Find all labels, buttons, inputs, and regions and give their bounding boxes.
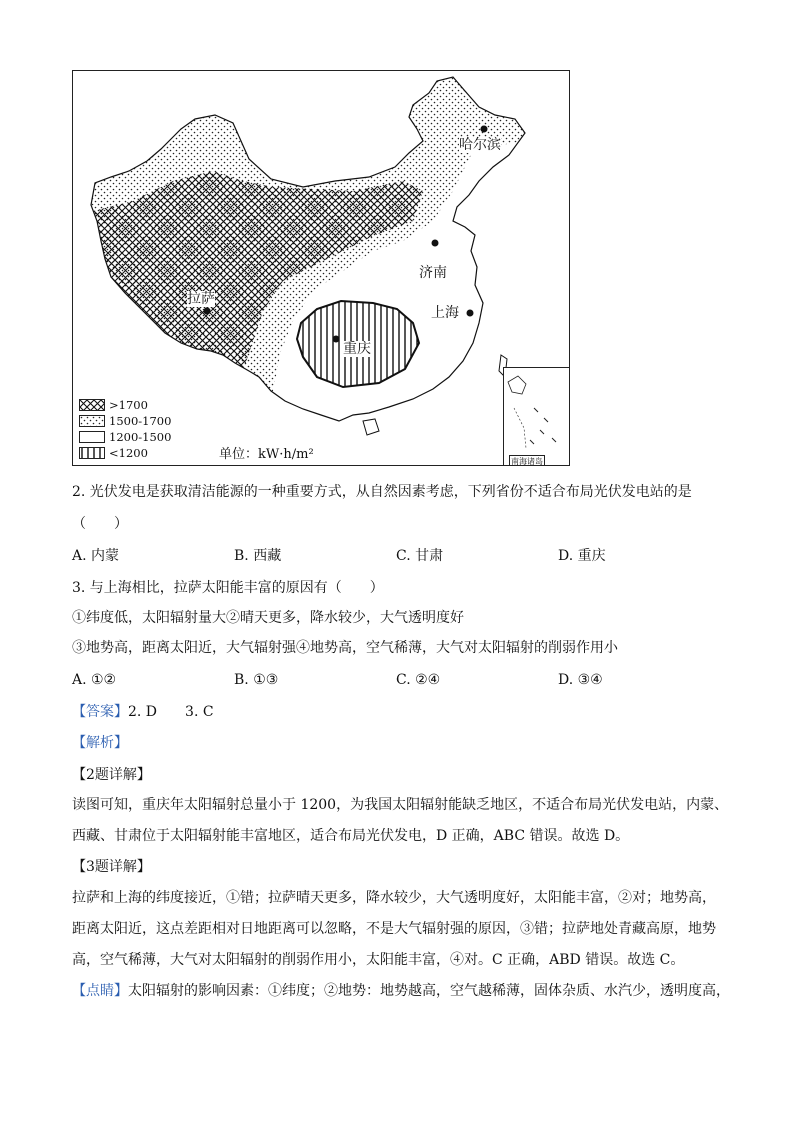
legend-label: <1200 xyxy=(109,446,148,460)
q3-option-c: C. ②④ xyxy=(396,672,441,688)
q3-line1: ①纬度低，太阳辐射量大②晴天更多，降水较少，大气透明度好 xyxy=(72,610,464,626)
q2-detail-header: 【2题详解】 xyxy=(72,767,151,783)
q2-detail-line1: 读图可知，重庆年太阳辐射总量小于 1200，为我国太阳辐射能缺乏地区，不适合布局光伏发电站，内蒙、 xyxy=(72,797,729,813)
q3-option-a: A. ①② xyxy=(72,672,117,688)
city-label-chongqing: 重庆 xyxy=(343,341,371,357)
q2-option-d: D. 重庆 xyxy=(558,548,606,564)
q2-detail-line2: 西藏、甘肃位于太阳辐射能丰富地区，适合布局光伏发电，D 正确，ABC 错误。故选 D。 xyxy=(72,828,630,844)
q3-detail-line2: 距离太阳近，这点差距相对日地距离可以忽略，不是大气辐射强的原因，③错；拉萨地处青藏高原，地势 xyxy=(72,921,716,937)
q3-stem: 3. 与上海相比，拉萨太阳能丰富的原因有（ ） xyxy=(72,580,384,596)
legend-label: >1700 xyxy=(109,398,148,412)
legend-row-1200-1500 xyxy=(79,429,171,445)
blank-swatch xyxy=(79,431,105,443)
legend-label: 1500-1700 xyxy=(109,414,172,428)
inset-label: 南海诸岛 xyxy=(511,457,543,466)
answer-tag: 【答案】 xyxy=(72,704,128,720)
q3-detail-line3: 高，空气稀薄，大气对太阳辐射的削弱作用小，太阳能丰富，④对。C 正确，ABD 错误。故选 C。 xyxy=(72,952,685,968)
legend-row-1500-1700 xyxy=(79,413,171,429)
dots-swatch xyxy=(79,415,105,427)
q2-stem: 2. 光伏发电是获取清洁能源的一种重要方式，从自然因素考虑，下列省份不适合布局光伏发电站的是 xyxy=(72,484,692,500)
city-label-lhasa: 拉萨 xyxy=(187,291,215,307)
south-china-sea-inset xyxy=(503,367,570,466)
q3-line2: ③地势高，距离太阳近，大气辐射强④地势高，空气稀薄，大气对太阳辐射的削弱作用小 xyxy=(72,640,618,656)
tip-line xyxy=(72,981,730,1001)
q2-option-a: A. 内蒙 xyxy=(72,548,120,564)
crosshatch-swatch xyxy=(79,399,105,411)
q3-detail-header: 【3题详解】 xyxy=(72,859,151,875)
legend-label: 1200-1500 xyxy=(109,430,172,444)
city-label-shanghai: 上海 xyxy=(431,305,459,321)
tip-text: 太阳辐射的影响因素：①纬度；②地势：地势越高，空气越稀薄，固体杂质、水汽少，透明度高， xyxy=(128,983,730,999)
solar-radiation-map xyxy=(72,70,570,466)
inset-islands-graphic xyxy=(504,368,570,466)
city-label-harbin: 哈尔滨 xyxy=(459,137,501,153)
legend-row-lt1200 xyxy=(79,445,171,461)
q2-option-c: C. 甘肃 xyxy=(396,548,444,564)
q3-option-b: B. ①③ xyxy=(234,672,279,688)
analysis-tag: 【解析】 xyxy=(72,735,128,751)
q2-option-b: B. 西藏 xyxy=(234,548,282,564)
q3-option-d: D. ③④ xyxy=(558,672,603,688)
answer-text: 2. D 3. C xyxy=(128,704,214,720)
vlines-swatch xyxy=(79,447,105,459)
q2-paren: （ ） xyxy=(72,516,128,532)
city-label-jinan: 济南 xyxy=(419,265,447,281)
answer-line xyxy=(72,702,214,722)
legend-row-gt1700 xyxy=(79,397,171,413)
tip-tag: 【点睛】 xyxy=(72,983,128,999)
q3-detail-line1: 拉萨和上海的纬度接近，①错；拉萨晴天更多，降水较少，大气透明度好，太阳能丰富，②对；地势高， xyxy=(72,890,716,906)
map-legend xyxy=(79,397,171,461)
map-unit: 单位：kW·h/m² xyxy=(219,447,314,462)
